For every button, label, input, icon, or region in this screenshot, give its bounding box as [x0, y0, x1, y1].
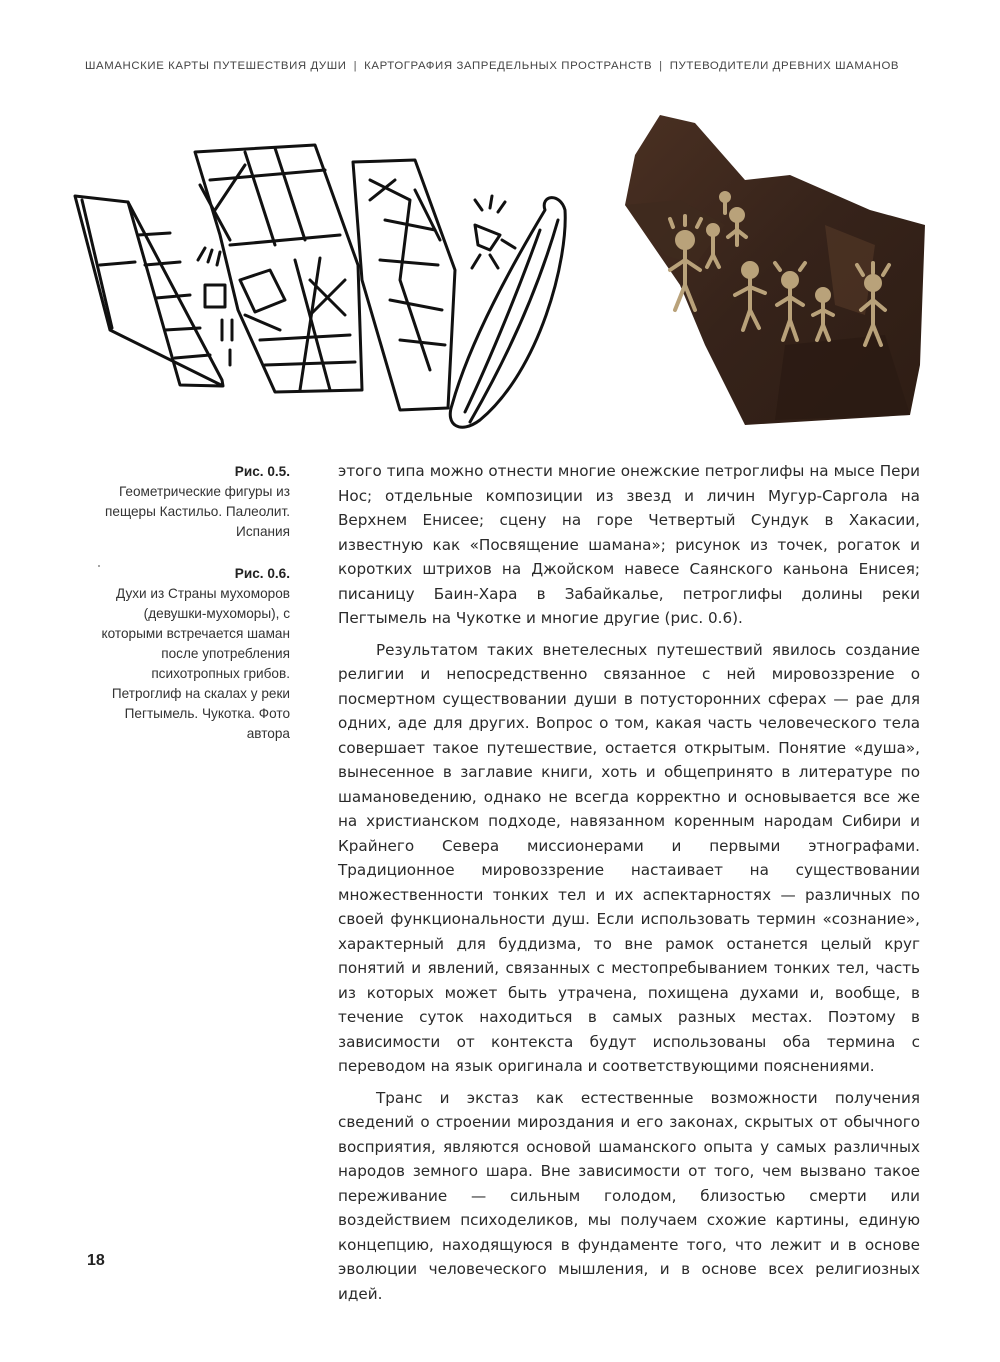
caption-0-5-text: Геометрические фигуры из пещеры Кастильо. Палеолит. Испания [105, 484, 290, 539]
running-head-part-2: КАРТОГРАФИЯ ЗАПРЕДЕЛЬНЫХ ПРОСТРАНСТВ [364, 60, 653, 72]
figure-0-5-geometric-drawing [70, 140, 590, 440]
page-number: 18 [87, 1252, 105, 1269]
caption-0-6-title: Рис. 0.6. [234, 566, 290, 581]
running-head-separator: | [659, 60, 663, 72]
caption-0-6-text: Духи из Страны мухоморов (девушки-мухоморы), с которыми встречается шаман после употребления психотропных грибов. Петроглиф на скалах у реки Пегтымель. Чукотка. Фото автора [101, 586, 290, 741]
paragraph-3: Транс и экстаз как естественные возможности получения сведений о строении мироздания и его законах, скрытых от обычного восприятия, являются основой шаманского опыта у самых различных народов земного шара. Вне зависимости от того, чем вызвано такое переживание — сильным голодом, близостью смерти или воздействием психоделиков, мы получаем схожие картины, единую концепцию, находящуюся в фундаменте того, что лежит и в основе эволюции человеческого мышления, и в основе всех религиозных идей. [338, 1088, 920, 1303]
figure-0-6-petroglyph-photo [625, 115, 985, 430]
captions-column [95, 462, 290, 766]
running-head-part-3: ПУТЕВОДИТЕЛИ ДРЕВНИХ ШАМАНОВ [669, 60, 900, 72]
paragraph-1: этого типа можно отнести многие онежские петроглифы на мысе Пери Нос; отдельные композиции из звезд и личин Мугур-Саргола на Верхнем Енисее; сцену на горе Четвертый Сундук в Хакасии, известную как «Посвящение шамана»; рисунок из точек, рогаток и коротких штрихов на Джойском навесе Саянского каньона Енисея; писаницу Баин-Хара в Забайкалье, петроглифы долины реки Пегтымель на Чукотке и многие другие (рис. 0.6). [338, 462, 920, 627]
running-head-part-1: ШАМАНСКИЕ КАРТЫ ПУТЕШЕСТВИЯ ДУШИ [85, 60, 347, 72]
figures-area [70, 110, 930, 440]
paragraph-2: Результатом таких внетелесных путешествий явилось создание религии и непосредственно связанное с ней мировоззрение о посмертном существовании души в потусторонних сферах — рае для одних, аде для других. Вопрос о том, какая часть человеческого тела совершает такое путешествие, остается открытым. Понятие «душа», вынесенное в заглавие книги, хоть и общепринято в литературе по шамановедению, однако не всегда корректно и основывается все же на христианском подходе, навязанном коренным народам Сибири и Крайнего Севера миссионерами и первыми этнографами. Традиционное мировоззрение настаивает на существовании множественности тонких тел и их аспектарностях — различных по своей функциональности душ. Если использовать термин «сознание», характерный для буддизма, то вне рамок останется целый круг понятий и явлений, связанных с местопребыванием тонких тел, часть из которых может быть утрачена, похищена духами и, вообще, в течение суток находиться в самых разных местах. Поэтому в зависимости от контекста будут использованы оба термина с переводом на язык оригинала и соответствующими пояснениями. [338, 640, 920, 1075]
running-head-separator: | [353, 60, 358, 72]
caption-0-5-title: Рис. 0.5. [234, 464, 290, 479]
running-head [85, 60, 945, 72]
body-text [338, 459, 920, 1313]
